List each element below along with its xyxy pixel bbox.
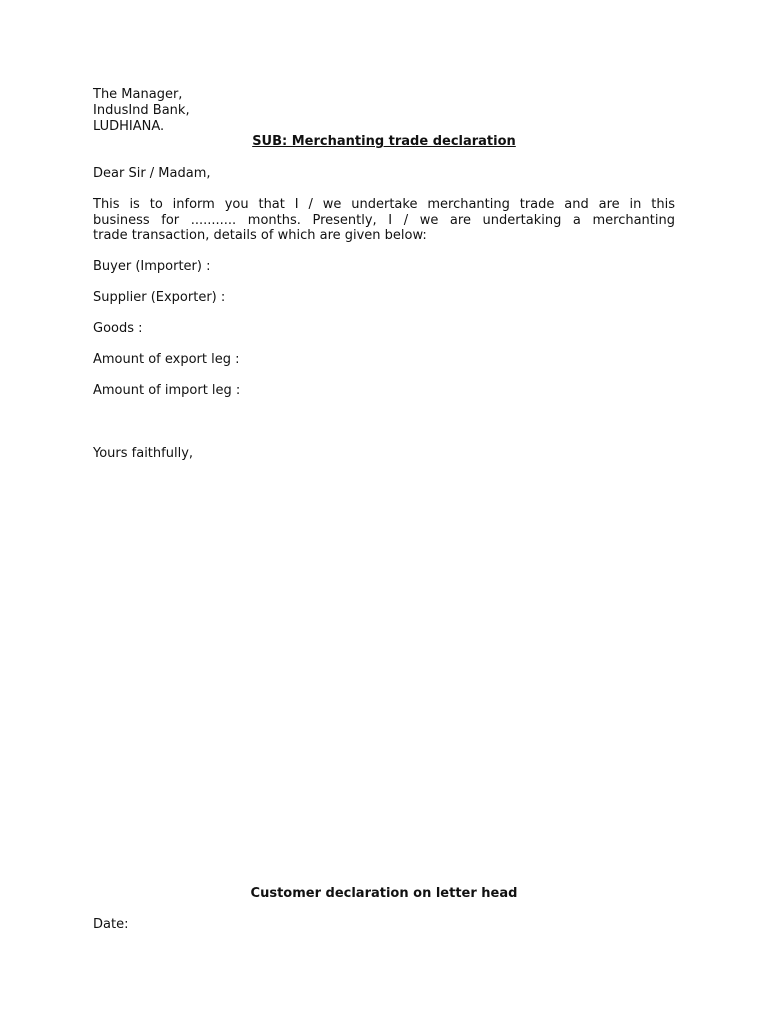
- buyer-field-label: Buyer (Importer) :: [93, 259, 211, 274]
- closing-text: Yours faithfully,: [93, 446, 194, 461]
- address-line-recipient: The Manager,: [93, 87, 183, 102]
- address-line-bank: IndusInd Bank,: [93, 103, 190, 118]
- subject-heading: SUB: Merchanting trade declaration: [252, 134, 516, 149]
- salutation: Dear Sir / Madam,: [93, 166, 211, 181]
- date-label: Date:: [93, 917, 129, 932]
- body-line-3: trade transaction, details of which are given below:: [93, 228, 427, 243]
- body-line-2: business for ........... months. Presently, I / we are undertaking a merchanting: [93, 212, 675, 228]
- body-paragraph: [93, 197, 675, 244]
- footer-heading: Customer declaration on letter head: [250, 886, 518, 901]
- address-line-city: LUDHIANA.: [93, 119, 165, 134]
- import-leg-field-label: Amount of import leg :: [93, 383, 241, 398]
- goods-field-label: Goods :: [93, 321, 143, 336]
- export-leg-field-label: Amount of export leg :: [93, 352, 240, 367]
- body-line-1: This is to inform you that I / we undertake merchanting trade and are in this: [93, 197, 675, 212]
- supplier-field-label: Supplier (Exporter) :: [93, 290, 226, 305]
